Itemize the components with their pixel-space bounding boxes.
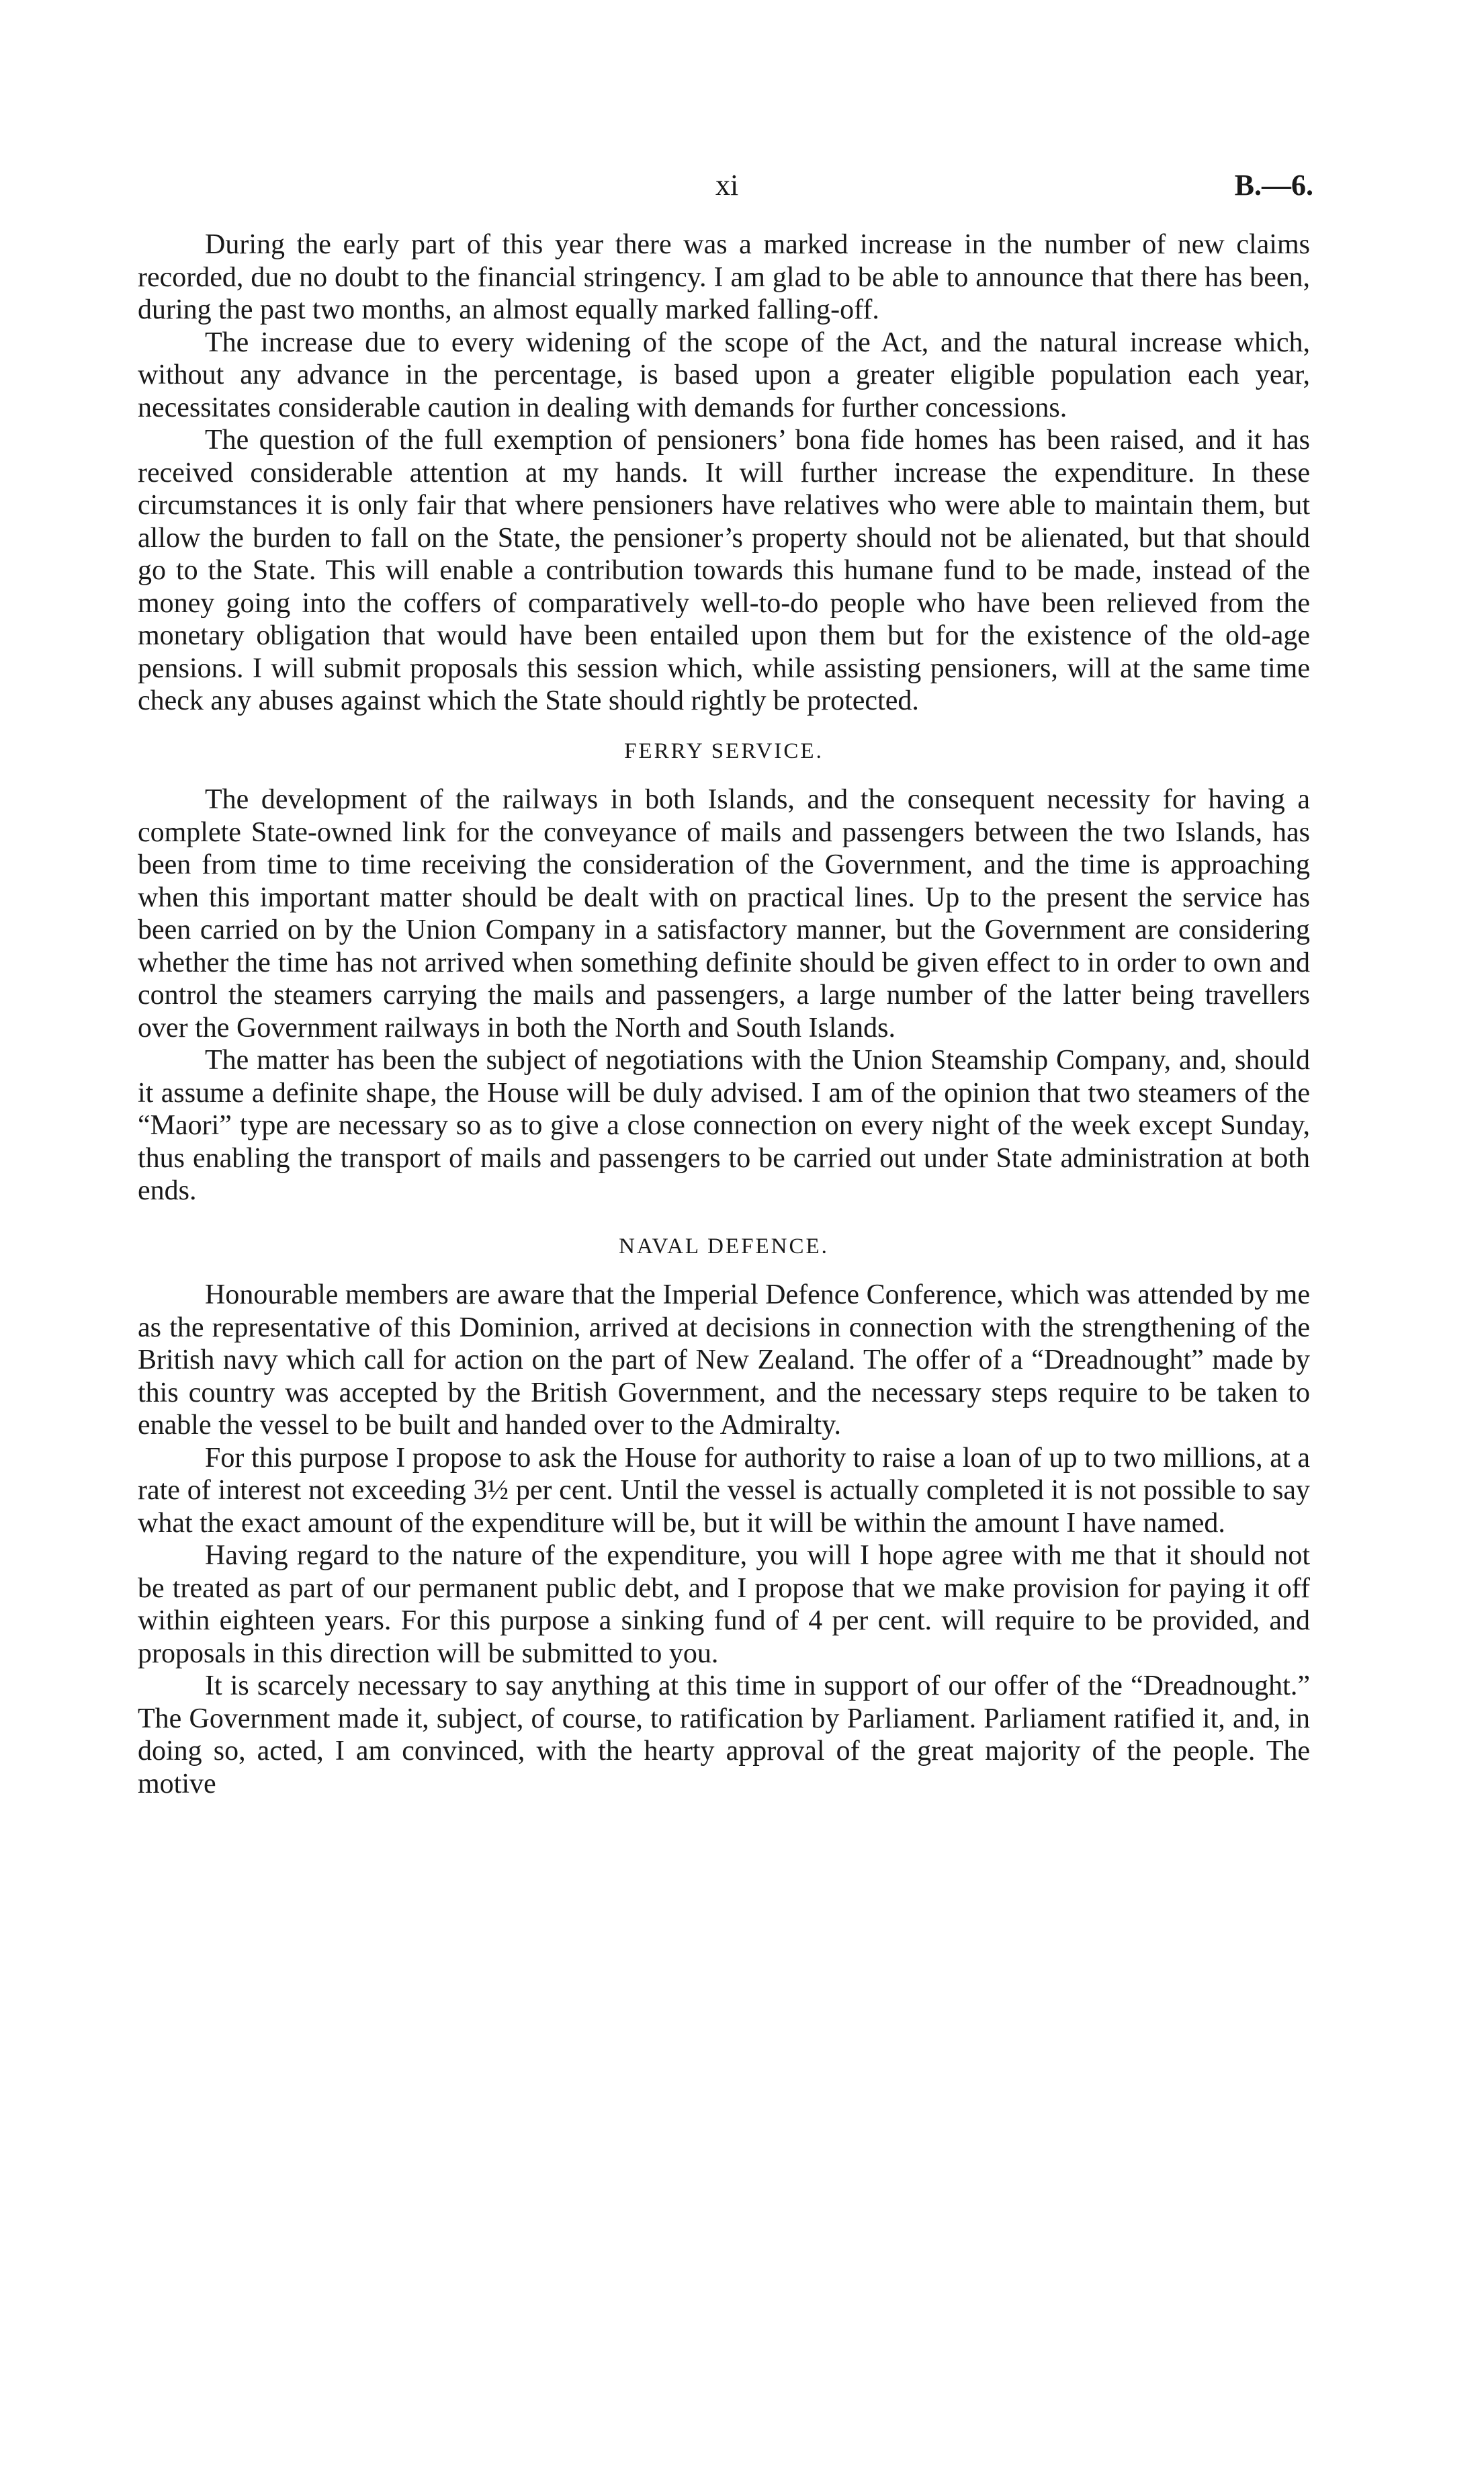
paragraph: For this purpose I propose to ask the House for authority to raise a loan of up to two millions, at a rate of interest not exceeding 3½ per cent. Until the vessel is actually completed it is not possible to say what the exact amount of the expenditure will be, but it will be within the amount I have named. (138, 1442, 1310, 1539)
paragraph: Honourable members are aware that the Imperial Defence Conference, which was attended by me as the representative of this Dominion, arrived at decisions in connection with the strengthening of the British navy which call for action on the part of New Zealand. The offer of a “Dreadnought” made by this country was accepted by the British Government, and the necessary steps require to be taken to enable the vessel to be built and handed over to the Admiralty. (138, 1279, 1310, 1441)
section-heading-naval-defence: NAVAL DEFENCE. (619, 1234, 829, 1259)
body-text (138, 228, 1310, 1800)
section-heading-ferry-service: FERRY SERVICE. (624, 738, 824, 763)
document-reference: B.—6. (1234, 169, 1313, 202)
paragraph: The question of the full exemption of pensioners’ bona fide homes has been raised, and it has received considerable attention at my hands. It will further increase the expenditure. In these circumstances it is only fair that where pensioners have relatives who were able to maintain them, but allow the burden to fall on the State, the pensioner’s property should not be alienated, but that should go to the State. This will enable a contribution towards this humane fund to be made, instead of the money going into the coffers of comparatively well-to-do people who have been relieved from the monetary obligation that would have been entailed upon them but for the existence of the old-age pensions. I will submit proposals this session which, while assisting pensioners, will at the same time check any abuses against which the State should rightly be protected. (138, 425, 1310, 716)
paragraph: Having regard to the nature of the expenditure, you will I hope agree with me that it should not be treated as part of our permanent public debt, and I propose that we make provision for paying it off within eighteen years. For this purpose a sinking fund of 4 per cent. will require to be provided, and proposals in this direction will be submitted to you. (138, 1540, 1310, 1669)
paragraph: The matter has been the subject of negotiations with the Union Steamship Company, and, should it assume a definite shape, the House will be duly advised. I am of the opinion that two steamers of the “Maori” type are necessary so as to give a close connection on every night of the week except Sunday, thus enabling the transport of mails and passengers to be carried out under State administration at both ends. (138, 1045, 1310, 1206)
paragraph: It is scarcely necessary to say anything at this time in support of our offer of the “Dreadnought.” The Government made it, subject, of course, to ratification by Parliament. Parliament ratified it, and, in doing so, acted, I am convinced, with the hearty approval of the great majority of the people. The motive (138, 1670, 1310, 1799)
paragraph: During the early part of this year there was a marked increase in the number of new claims recorded, due no doubt to the financial stringency. I am glad to be able to announce that there has been, during the past two months, an almost equally marked falling-off. (138, 229, 1310, 325)
paragraph: The increase due to every widening of the scope of the Act, and the natural increase which, without any advance in the percentage, is based upon a greater eligible population each year, necessitates considerable caution in dealing with demands for further concessions. (138, 327, 1310, 423)
page-header (131, 168, 1313, 208)
paragraph: The development of the railways in both Islands, and the consequent necessity for having a complete State-owned link for the conveyance of mails and passengers between the two Islands, has been from time to time receiving the consideration of the Government, and the time is approaching when this important matter should be dealt with on practical lines. Up to the present the service has been carried on by the Union Company in a satisfactory manner, but the Government are considering whether the time has not arrived when something definite should be given effect to in order to own and control the steamers carrying the mails and passengers, a large number of the latter being travellers over the Government railways in both the North and South Islands. (138, 784, 1310, 1044)
page-number: xi (715, 169, 739, 202)
